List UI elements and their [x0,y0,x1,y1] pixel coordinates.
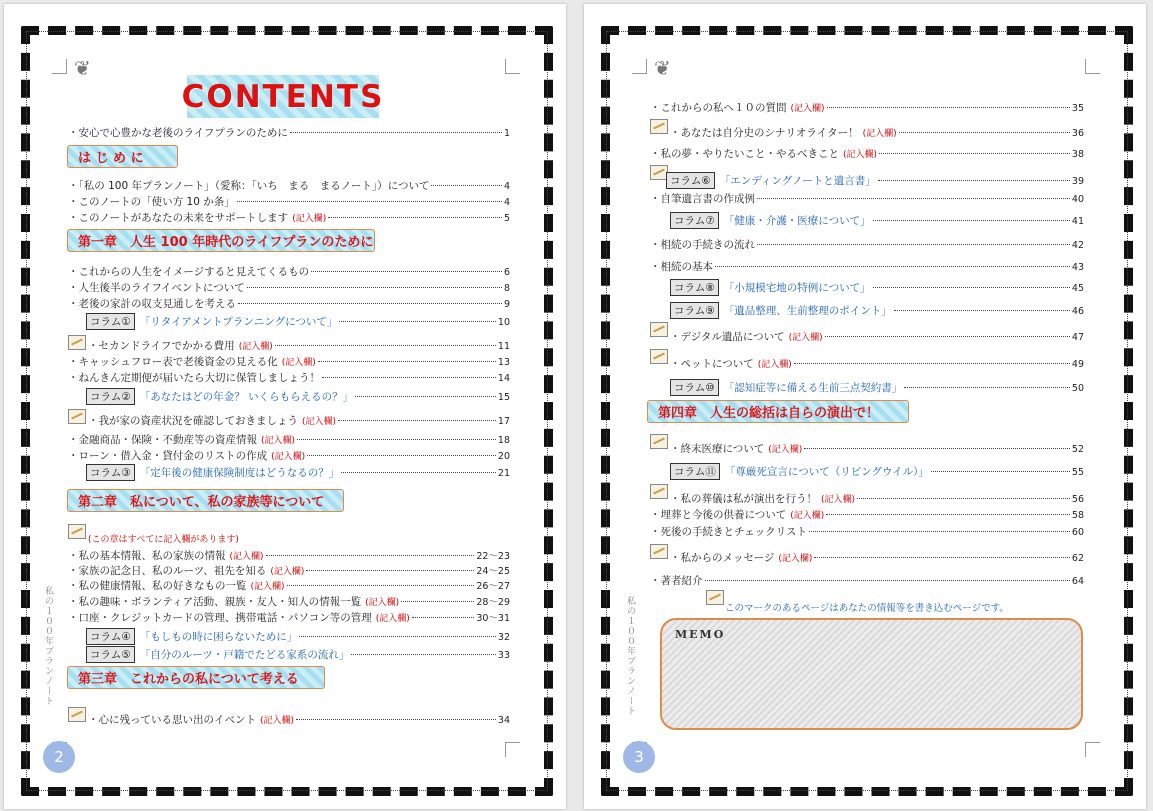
toc-entry[interactable] [670,329,1084,344]
entry-page-number: 56 [1071,494,1084,505]
toc-entry[interactable] [68,264,510,279]
record-field-tag: (記入欄) [238,342,273,352]
column-title: 「あなたはどの年金？ いくらもらえるの？」 [139,391,354,403]
record-field-tag: (記入欄) [788,333,823,343]
toc-column-entry[interactable] [670,463,1084,480]
entry-page-number: 58 [1071,510,1084,521]
entry-page-number: 52 [1071,444,1084,455]
toc-entry[interactable] [670,550,1084,565]
toc-entry[interactable] [650,237,1084,252]
entry-text: ・これからの人生をイメージすると見えてくるもの [68,266,310,278]
entry-text: ・「私の 100 年プランノート」（愛称：「いち まる まるノート」）について [68,180,430,192]
side-book-title: 私の１００年プランノート [625,596,635,716]
entry-page-number: 50 [1071,383,1084,394]
record-field-tag: (記入欄) [271,452,306,462]
toc-entry[interactable] [68,210,510,225]
entry-page-number: 13 [497,357,510,368]
entry-page-number: 18 [497,435,510,446]
toc-entry[interactable] [68,296,510,311]
column-title: 「定年後の健康保険制度はどうなるの？」 [139,467,340,479]
toc-entry[interactable] [68,448,510,463]
entry-page-number: 28～29 [476,597,510,608]
entry-text: ・我が家の資産状況を確認しておきましょう [88,415,298,427]
record-field-tag: (記入欄) [281,358,316,368]
column-tag: コラム⑩ [670,379,719,396]
entry-text: ・著者紹介 [650,575,703,587]
entry-text: ・ねんきん定期便が届いたら大切に保管しましょう！ [68,372,320,384]
column-title: 「リタイアメントプランニングについて」 [139,316,338,328]
write-mark-icon [68,707,86,722]
contents-title-banner [181,75,385,118]
record-field-tag: (記入欄) [821,495,856,505]
corner-mark [1085,59,1100,74]
entry-page-number: 11 [497,341,510,352]
toc-column-entry[interactable] [670,379,1084,396]
record-field-tag: (記入欄) [250,582,285,592]
entry-text: ・あなたは自分史のシナリオライター！ [670,127,859,139]
record-field-tag: (記入欄) [375,614,410,624]
entry-page-number: 60 [1071,527,1084,538]
corner-mark [52,59,67,74]
chapter-title: 第一章 人生 100 年時代のライフプランのために [78,235,374,250]
record-field-tag: (記入欄) [778,554,813,564]
right-page [584,4,1146,809]
column-tag: コラム⑧ [670,279,719,296]
chapter-note [88,532,239,545]
page-number-badge: 3 [623,741,655,773]
entry-text: ・デジタル遺品について [670,331,785,343]
record-field-tag: (記入欄) [260,716,295,726]
entry-text: ・口座・クレジットカードの管理、携帯電話・パソコン等の管理 [68,612,372,624]
record-field-tag: (記入欄) [229,552,264,562]
toc-column-entry[interactable] [86,464,510,481]
record-field-tag: (記入欄) [292,214,327,224]
chapter-heading-3[interactable] [67,666,325,689]
entry-page-number: 34 [497,715,510,726]
entry-page-number: 14 [497,373,510,384]
entry-page-number: 41 [1071,216,1084,227]
entry-page-number: 42 [1071,240,1084,251]
write-mark-icon [706,590,724,605]
entry-text: ・これからの私へ１０の質問 [650,102,787,114]
toc-entry[interactable] [68,280,510,295]
entry-page-number: 4 [503,181,510,192]
entry-page-number: 8 [503,283,510,294]
entry-text: ・安心で心豊かな老後のライフプランのために [68,127,288,139]
chapter-heading-intro[interactable] [67,145,178,168]
column-title: 「小規模宅地の特例について」 [723,282,871,294]
toc-entry[interactable] [650,524,1084,539]
toc-entry[interactable] [670,491,1084,506]
toc-entry[interactable] [68,194,510,209]
entry-page-number: 20 [497,451,510,462]
entry-page-number: 33 [497,650,510,661]
toc-entry[interactable] [68,563,510,578]
entry-text: ・自筆遺言書の作成例 [650,193,755,205]
toc-entry[interactable] [670,441,1084,456]
entry-page-number: 4 [503,197,510,208]
entry-page-number: 5 [503,213,510,224]
entry-text: ・このノートがあなたの未来をサポートします [68,212,289,224]
entry-page-number: 24～25 [476,566,510,577]
entry-text: ・心に残っている思い出のイベント [88,714,256,726]
entry-text: ・セカンドライフでかかる費用 [88,340,235,352]
entry-page-number: 22～23 [476,551,510,562]
write-mark-icon [68,524,86,539]
column-tag: コラム② [86,388,135,405]
flourish-ornament-icon: ❦ [654,56,671,80]
entry-text: ・老後の家計の収支見通しを考える [68,298,236,310]
entry-text: ・私の基本情報、私の家族の情報 [68,550,226,562]
toc-column-entry[interactable] [86,313,510,330]
column-tag: コラム⑪ [670,463,720,480]
entry-page-number: 64 [1071,576,1084,587]
entry-page-number: 36 [1071,128,1084,139]
corner-mark [505,742,520,757]
contents-title: CONTENTS [181,78,385,115]
entry-page-number: 1 [503,128,510,139]
chapter-heading-2[interactable] [67,489,344,512]
entry-page-number: 9 [503,299,510,310]
entry-page-number: 49 [1071,359,1084,370]
entry-text: ・私の夢・やりたいこと・やるべきこと [650,148,839,160]
write-mark-icon [650,544,668,559]
toc-column-entry[interactable] [670,279,1084,296]
entry-page-number: 62 [1071,553,1084,564]
column-tag: コラム④ [86,628,135,645]
entry-text: ・私からのメッセージ [670,552,775,564]
mark-legend-note: このマークのあるページはあなたの情報等を書き込むページです。 [725,603,1009,614]
write-mark-icon [650,349,668,364]
entry-page-number: 30～31 [476,613,510,624]
toc-entry[interactable] [68,125,510,140]
entry-page-number: 40 [1071,194,1084,205]
column-title: 「遺品整理、生前整理のポイント」 [723,305,892,317]
toc-entry[interactable] [68,610,510,625]
page-number-badge: 2 [43,741,75,773]
note-text: (この章はすべてに記入欄があります) [88,535,239,545]
entry-text: ・金融商品・保険・不動産等の資産情報 [68,434,257,446]
write-mark-icon [650,484,668,499]
record-field-tag: (記入欄) [768,445,803,455]
entry-page-number: 15 [497,392,510,403]
toc-entry[interactable] [68,578,510,593]
column-tag: コラム⑥ [666,172,715,189]
chapter-heading-1[interactable] [67,229,375,252]
toc-entry[interactable] [68,432,510,447]
toc-column-entry[interactable] [86,628,510,645]
entry-page-number: 46 [1071,306,1084,317]
toc-entry[interactable] [650,100,1084,115]
entry-text: ・私の趣味・ボランティア活動、親族・友人・知人の情報一覧 [68,596,362,608]
entry-page-number: 55 [1071,467,1084,478]
memo-box[interactable] [660,618,1083,730]
toc-entry[interactable] [670,125,1084,140]
column-tag: コラム① [86,313,135,330]
toc-entry[interactable] [88,338,510,353]
left-page [4,4,566,809]
corner-mark [505,59,520,74]
column-tag: コラム⑤ [86,646,135,663]
toc-entry[interactable] [88,413,510,428]
entry-text: ・家族の記念日、私のルーツ、祖先を知る [68,565,267,577]
column-title: 「もしもの時に困らないために」 [139,631,298,643]
toc-column-entry[interactable] [86,646,510,663]
entry-page-number: 39 [1071,176,1084,187]
entry-page-number: 45 [1071,283,1084,294]
entry-page-number: 47 [1071,332,1084,343]
entry-text: ・人生後半のライフイベントについて [68,282,245,294]
record-field-tag: (記入欄) [261,436,296,446]
entry-text: ・死後の手続きとチェックリスト [650,526,807,538]
entry-page-number: 17 [497,416,510,427]
memo-label: MEMO [675,628,726,641]
column-title: 「健康・介護・医療について」 [723,215,871,227]
column-title: 「認知症等に備える生前三点契約書」 [723,382,903,394]
write-mark-icon [68,335,86,350]
chapter-heading-4[interactable] [647,400,909,423]
column-tag: コラム⑦ [670,212,719,229]
record-field-tag: (記入欄) [302,417,337,427]
toc-entry[interactable] [650,507,1084,522]
corner-mark [632,59,647,74]
toc-entry[interactable] [650,191,1084,206]
column-tag: コラム③ [86,464,135,481]
column-title: 「尊厳死宣言について（リビングウイル）」 [724,466,929,478]
entry-page-number: 6 [503,267,510,278]
toc-entry[interactable] [650,259,1084,274]
entry-text: ・私の葬儀は私が演出を行う！ [670,493,817,505]
toc-entry[interactable] [68,354,510,369]
toc-column-entry[interactable] [86,388,510,405]
record-field-tag: (記入欄) [757,360,792,370]
entry-text: ・相続の手続きの流れ [650,239,755,251]
record-field-tag: (記入欄) [843,150,878,160]
write-mark-icon [650,434,668,449]
record-field-tag: (記入欄) [862,129,897,139]
entry-text: ・終末医療について [670,443,765,455]
chapter-title: は じ め に [78,151,144,166]
toc-entry[interactable] [68,594,510,609]
toc-column-entry[interactable] [670,212,1084,229]
toc-entry[interactable] [68,370,510,385]
entry-text: ・ローン・借入金・貸付金のリストの作成 [68,450,268,462]
toc-column-entry[interactable] [666,172,1084,189]
toc-entry[interactable] [650,573,1084,588]
chapter-title: 第三章 これからの私について考える [78,672,299,687]
toc-entry[interactable] [650,146,1084,161]
entry-text: ・このノートの「使い方 10 か条」 [68,196,235,208]
entry-page-number: 43 [1071,262,1084,273]
entry-page-number: 35 [1071,103,1084,114]
toc-entry[interactable] [670,356,1084,371]
record-field-tag: (記入欄) [790,511,825,521]
entry-text: ・埋葬と今後の供養について [650,509,787,521]
write-mark-icon [650,322,668,337]
entry-page-number: 10 [497,317,510,328]
entry-text: ・私の健康情報、私の好きなもの一覧 [68,580,247,592]
entry-page-number: 38 [1071,149,1084,160]
toc-column-entry[interactable] [670,302,1084,319]
entry-page-number: 21 [497,468,510,479]
corner-mark [1085,742,1100,757]
toc-entry[interactable] [68,178,510,193]
entry-page-number: 26～27 [476,581,510,592]
flourish-ornament-icon: ❦ [74,56,91,80]
write-mark-icon [68,409,86,424]
toc-entry[interactable] [68,548,510,563]
write-mark-icon [650,119,668,134]
entry-text: ・ペットについて [670,358,754,370]
column-tag: コラム⑨ [670,302,719,319]
entry-text: ・キャッシュフロー表で老後資金の見える化 [68,356,278,368]
record-field-tag: (記入欄) [365,598,400,608]
column-title: 「エンディングノートと遺言書」 [719,175,876,187]
chapter-title: 第二章 私について、私の家族等について [78,495,325,510]
record-field-tag: (記入欄) [270,567,305,577]
chapter-title: 第四章 人生の総括は自らの演出で！ [658,406,880,421]
entry-text: ・相続の基本 [650,261,713,273]
column-title: 「自分のルーツ・戸籍でたどる家系の流れ」 [139,649,350,661]
record-field-tag: (記入欄) [790,104,825,114]
side-book-title: 私の１００年プランノート [43,586,53,706]
toc-entry[interactable] [88,712,510,727]
entry-page-number: 32 [497,632,510,643]
